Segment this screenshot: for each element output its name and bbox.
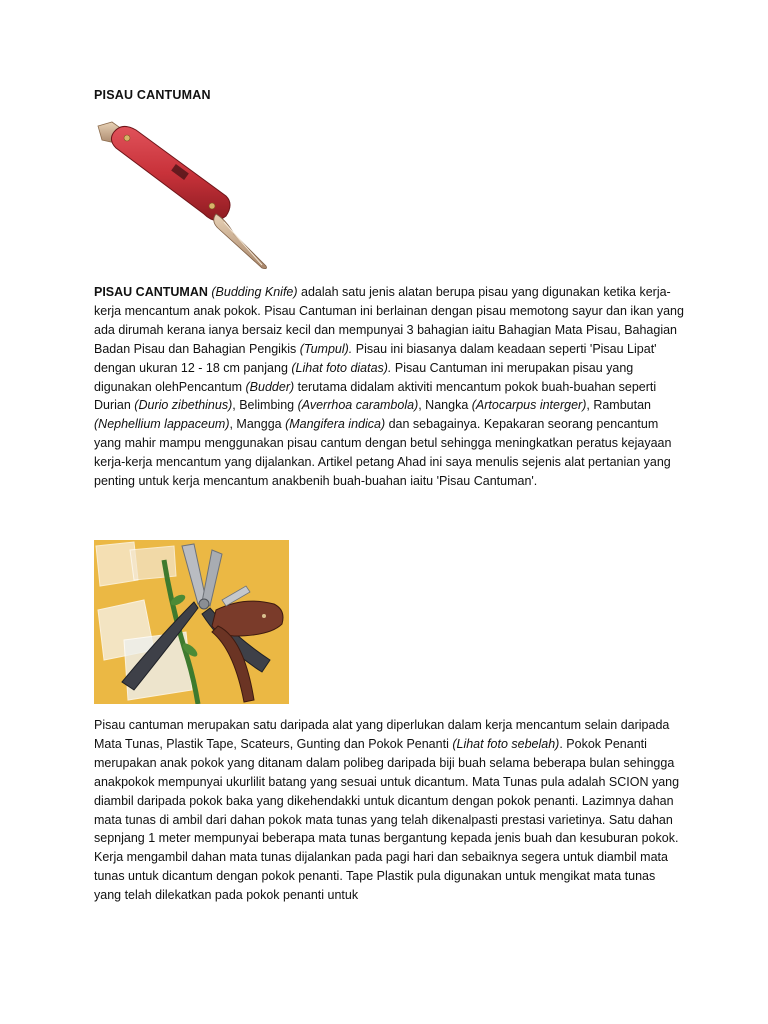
text-span: Pisau Cantuman ini merupakan pisau yang digunakan olehPencantum [94, 360, 634, 394]
term-bold: PISAU CANTUMAN [94, 285, 208, 299]
text-span: , Mangga [229, 417, 286, 432]
grafting-tools-photo [94, 540, 289, 704]
text-span: adalah satu jenis alatan berupa pisau yang digunakan ketika kerja-kerja mencantum anak pokok. Pisau Cantuman ini berlainan dengan pisau memotong sayur dan ikan yang ada dirumah kerana ianya bersaiz kecil dan mempunyai 3 bahagian iaitu Bahagian Mata Pisau, Bahagian Badan Pisau dan Bahagian Pengikis [94, 285, 684, 356]
paragraph-grafting-tools [94, 716, 684, 905]
text-span: , Rambutan [586, 398, 651, 413]
budding-knife-image [94, 118, 276, 274]
text-italic: (Lihat foto sebelah) [452, 736, 560, 751]
text-italic: (Nephellium lappaceum) [94, 417, 230, 432]
paragraph-budding-knife [94, 283, 684, 491]
text-italic: (Durio zibethinus) [134, 398, 233, 413]
text-span: . Pokok Penanti merupakan anak pokok yang ditanam dalam polibeg daripada biji buah selama beberapa bulan sehingga anakpokok mempunyai ukurlilit batang yang sesuai untuk dicantum. Mata Tunas pula adalah SCION yang diambil daripada pokok baka yang dikehendakki untuk dicantum dengan pokok penanti. Lazimnya dahan mata tunas di ambil dari dahan pokok mata tunas yang telah dikenalpasti prestasi varietinya. Satu dahan sepnjang 1 meter mempunyai beberapa mata tunas bergantung kepada jenis buah dan kesuburan pokok. Kerja mengambil dahan mata tunas dijalankan pada pagi hari dan sebaiknya segera untuk diambil mata tunas untuk dicantum dengan pokok penanti. Tape Plastik pula digunakan untuk mengikat mata tunas yang telah dilekatkan pada pokok penanti untuk [94, 736, 680, 903]
text-italic: (Budder) [245, 379, 295, 394]
text-italic: (Budding Knife) [211, 285, 298, 299]
text-span: terutama didalam aktiviti mencantum pokok buah-buahan seperti Durian [94, 379, 657, 413]
text-italic: (Artocarpus interger) [471, 398, 587, 413]
text-italic: (Tumpul). [299, 341, 353, 356]
text-italic: (Mangifera indica) [285, 417, 386, 432]
text-span: Pisau ini biasanya dalam keadaan seperti 'Pisau Lipat' dengan ukuran 12 - 18 cm panjang [94, 341, 657, 375]
text-span: dan sebagainya. Kepakaran seorang pencantum yang mahir mampu menggunakan pisau cantum dengan betul sehingga meningkatkan peratus kejayaan kerja-kerja mencantum yang dijalankan. Artikel petang Ahad ini saya menulis sejenis alat pertanian yang penting untuk kerja mencantum anakbenih buah-buahan iaitu 'Pisau Cantuman'. [94, 417, 672, 489]
text-span: , Nangka [418, 398, 472, 413]
document-heading: PISAU CANTUMAN [94, 88, 211, 102]
text-italic: (Lihat foto diatas). [291, 360, 392, 375]
text-span: , Belimbing [232, 398, 298, 413]
text-italic: (Averrhoa carambola) [297, 398, 419, 413]
text-span: Pisau cantuman merupakan satu daripada alat yang diperlukan dalam kerja mencantum selain daripada Mata Tunas, Plastik Tape, Scateurs, Gunting dan Pokok Penanti [94, 718, 670, 751]
